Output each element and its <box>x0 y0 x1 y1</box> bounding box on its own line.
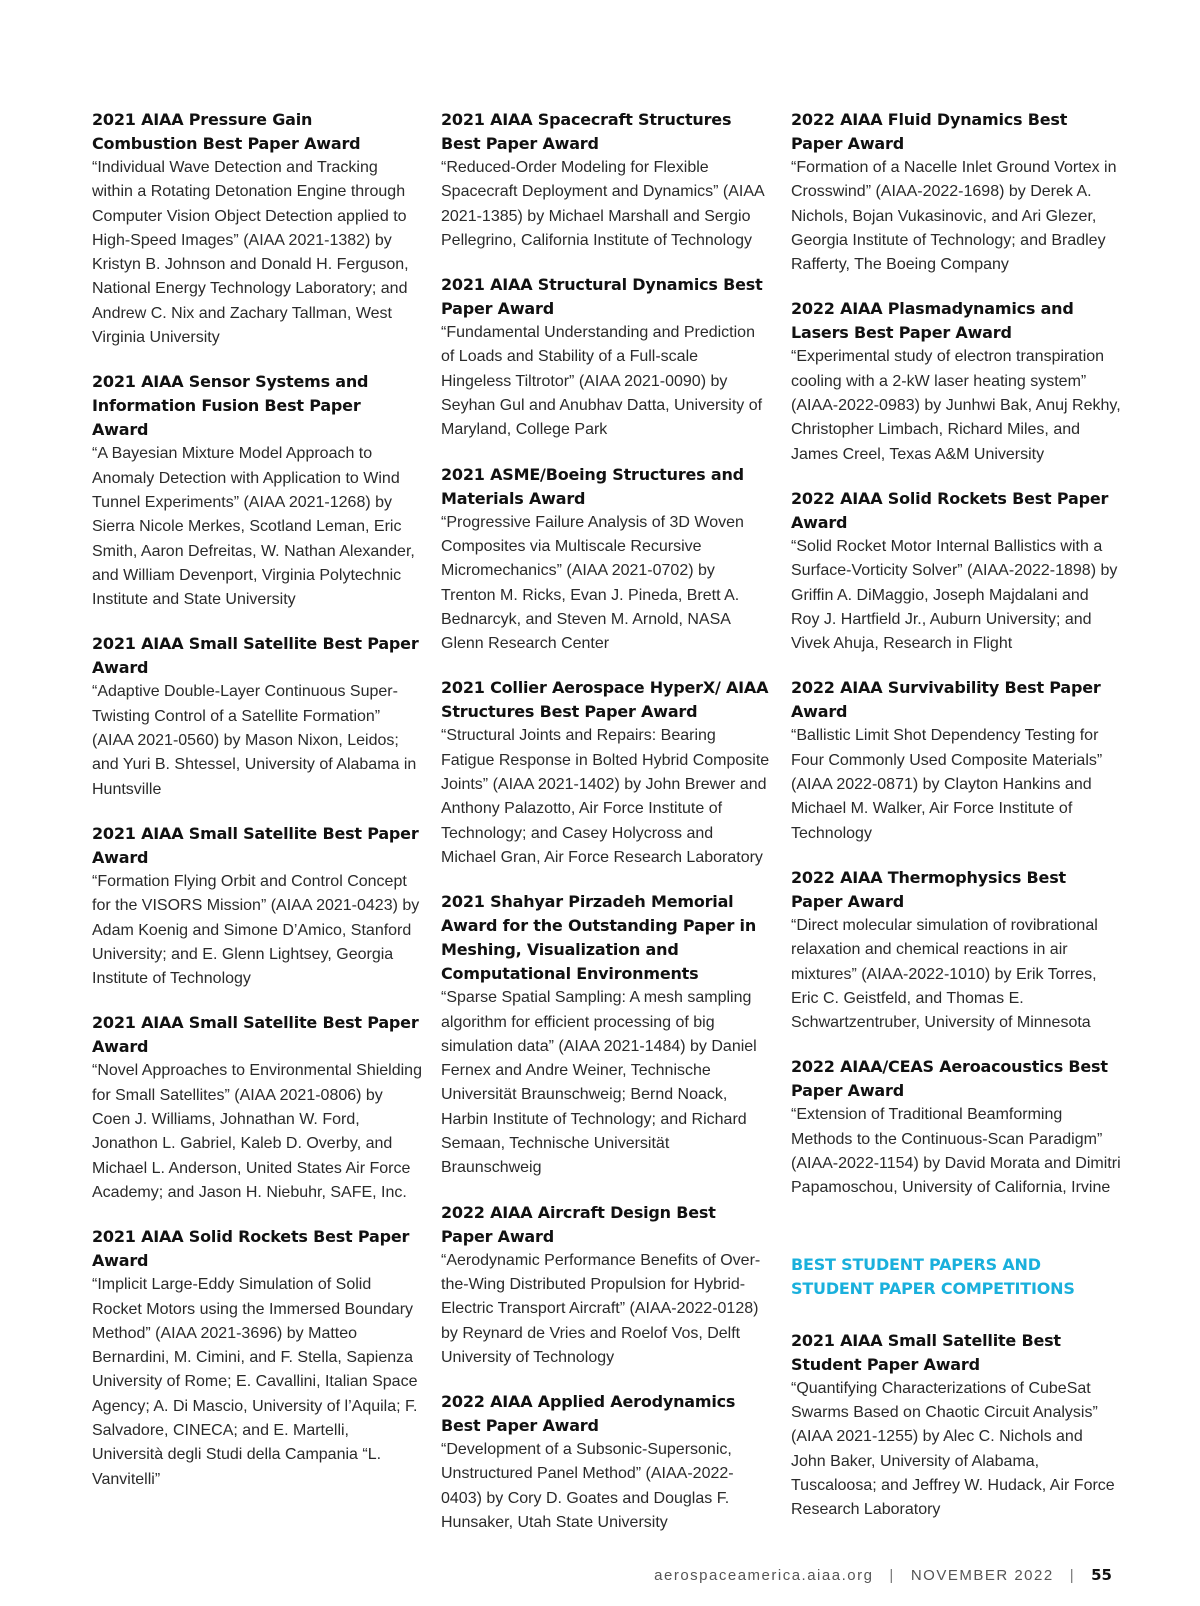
award-entry <box>791 297 1121 466</box>
award-citation: “Individual Wave Detection and Tracking within a Rotating Detonation Engine through Computer Vision Object Detection applied to High-Speed Images” (AIAA 2021-1382) by Kristyn B. Johnson and Donald H. Ferguson, National Energy Technology Laboratory; and Andrew C. Nix and Zachary Tallman, West Virginia University <box>92 159 409 347</box>
award-title: 2022 AIAA Fluid Dynamics Best Paper Award <box>791 110 1068 153</box>
award-title: 2021 Shahyar Pirzadeh Memorial Award for the Outstanding Paper in Meshing, Visualization and Computational Environments <box>441 892 757 984</box>
award-citation: “Experimental study of electron transpiration cooling with a 2-kW laser heating system” (AIAA-2022-0983) by Junhwi Bak, Anuj Rekhy, Christopher Limbach, Richard Miles, and James Creel, Texas A&M University <box>791 348 1121 463</box>
footer-separator: | <box>1069 1567 1076 1584</box>
award-entry <box>441 1201 771 1370</box>
award-citation: “Fundamental Understanding and Prediction of Loads and Stability of a Full-scale Hingeless Tiltrotor” (AIAA 2021-0090) by Seyhan Gul and Anubhav Datta, University of Maryland, College Park <box>441 324 763 439</box>
award-title: 2022 AIAA Solid Rockets Best Paper Award <box>791 488 1109 532</box>
award-citation: “Aerodynamic Performance Benefits of Over-the-Wing Distributed Propulsion for Hybrid-Electric Transport Aircraft” (AIAA-2022-0128) by Reynard de Vries and Roelof Vos, Delft University of Technology <box>441 1251 761 1366</box>
page-footer <box>654 1566 1112 1584</box>
award-title: 2022 AIAA/CEAS Aeroacoustics Best Paper Award <box>791 1057 1108 1101</box>
award-entry <box>791 1055 1121 1200</box>
award-citation: “Extension of Traditional Beamforming Methods to the Continuous-Scan Paradigm” (AIAA-2022-1154) by David Morata and Dimitri Papamoschou, University of California, Irvine <box>791 1106 1121 1197</box>
award-entry <box>441 108 771 253</box>
footer-site: aerospaceamerica.aiaa.org <box>654 1567 874 1584</box>
award-entry <box>441 463 771 657</box>
column-left <box>92 108 422 1512</box>
award-citation: “Development of a Subsonic-Supersonic, Unstructured Panel Method” (AIAA-2022-0403) by Cory D. Goates and Douglas F. Hunsaker, Utah State University <box>441 1441 734 1531</box>
award-entry <box>791 676 1121 845</box>
section-heading: BEST STUDENT PAPERS AND STUDENT PAPER COMPETITIONS <box>791 1254 1075 1298</box>
award-citation: “Quantifying Characterizations of CubeSat Swarms Based on Chaotic Circuit Analysis” (AIAA 2021-1255) by Alec C. Nichols and John Baker, University of Alabama, Tuscaloosa; and Jeffrey W. Hudack, Air Force Research Laboratory <box>791 1379 1115 1519</box>
award-citation: “Formation of a Nacelle Inlet Ground Vortex in Crosswind” (AIAA-2022-1698) by Derek A. Nichols, Bojan Vukasinovic, and Ari Glezer, Georgia Institute of Technology; and Bradley Rafferty, The Boeing Company <box>791 159 1117 274</box>
award-title: 2022 AIAA Survivability Best Paper Award <box>791 678 1101 722</box>
award-citation: “Reduced-Order Modeling for Flexible Spacecraft Deployment and Dynamics” (AIAA 2021-1385) by Michael Marshall and Sergio Pellegrino, California Institute of Technology <box>441 159 764 249</box>
footer-issue: NOVEMBER 2022 <box>910 1567 1054 1584</box>
award-title: 2021 AIAA Small Satellite Best Paper Award <box>92 823 419 867</box>
award-entry <box>441 890 771 1180</box>
award-entry <box>92 632 422 801</box>
award-citation: “Novel Approaches to Environmental Shielding for Small Satellites” (AIAA 2021-0806) by Coen J. Williams, Johnathan W. Ford, Jonathon L. Gabriel, Kaleb D. Overby, and Michael L. Anderson, United States Air Force Academy; and Jason H. Niebuhr, SAFE, Inc. <box>92 1062 422 1201</box>
award-citation: “A Bayesian Mixture Model Approach to Anomaly Detection with Application to Wind Tunnel Experiments” (AIAA 2021-1268) by Sierra Nicole Merkes, Scotland Leman, Eric Smith, Aaron Defreitas, W. Nathan Alexander, and William Devenport, Virginia Polytechnic Institute and State University <box>92 445 415 609</box>
award-title: 2021 AIAA Pressure Gain Combustion Best Paper Award <box>92 110 361 153</box>
award-title: 2021 ASME/Boeing Structures and Materials Award <box>441 464 744 508</box>
award-title: 2021 Collier Aerospace HyperX/ AIAA Structures Best Paper Award <box>441 678 769 722</box>
footer-separator: | <box>889 1567 895 1584</box>
award-title: 2021 AIAA Small Satellite Best Student Paper Award <box>791 1330 1061 1374</box>
award-entry <box>791 108 1121 277</box>
award-title: 2021 AIAA Small Satellite Best Paper Award <box>92 634 419 678</box>
award-entry <box>791 866 1121 1035</box>
award-title: 2021 AIAA Spacecraft Structures Best Paper Award <box>441 110 732 153</box>
award-title: 2021 AIAA Sensor Systems and Information Fusion Best Paper Award <box>92 372 369 440</box>
award-citation: “Progressive Failure Analysis of 3D Woven Composites via Multiscale Recursive Micromechanics” (AIAA 2021-0702) by Trenton M. Ricks, Evan J. Pineda, Brett A. Bednarcyk, and Steven M. Arnold, NASA Glenn Research Center <box>441 513 744 653</box>
award-entry <box>441 273 771 442</box>
award-title: 2022 AIAA Aircraft Design Best Paper Award <box>441 1202 716 1246</box>
award-citation: “Sparse Spatial Sampling: A mesh sampling algorithm for efficient processing of big simulation data” (AIAA 2021-1484) by Daniel Fernex and Andre Weiner, Technische Universität Braunschweig; Bernd Noack, Harbin Institute of Technology; and Richard Semaan, Technische Universität Braunschweig <box>441 989 757 1177</box>
award-entry <box>441 676 771 870</box>
award-entry <box>791 487 1121 656</box>
award-title: 2022 AIAA Thermophysics Best Paper Award <box>791 867 1066 911</box>
award-title: 2021 AIAA Solid Rockets Best Paper Award <box>92 1227 410 1271</box>
award-citation: “Structural Joints and Repairs: Bearing Fatigue Response in Bolted Hybrid Composite Joints” (AIAA 2021-1402) by John Brewer and Anthony Palazotto, Air Force Institute of Technology; and Casey Holycross and Michael Gran, Air Force Research Laboratory <box>441 727 770 866</box>
award-entry <box>92 108 422 350</box>
award-entry <box>92 1011 422 1205</box>
award-citation: “Ballistic Limit Shot Dependency Testing for Four Commonly Used Composite Materials” (AIAA 2022-0871) by Clayton Hankins and Michael M. Walker, Air Force Institute of Technology <box>791 727 1103 842</box>
award-title: 2021 AIAA Structural Dynamics Best Paper Award <box>441 275 763 319</box>
award-citation: “Formation Flying Orbit and Control Concept for the VISORS Mission” (AIAA 2021-0423) by Adam Koenig and Simone D’Amico, Stanford University; and E. Glenn Lightsey, Georgia Institute of Technology <box>92 872 420 988</box>
award-entry <box>92 1225 422 1492</box>
award-entry <box>92 370 422 612</box>
award-entry <box>791 1329 1121 1523</box>
award-citation: “Direct molecular simulation of rovibrational relaxation and chemical reactions in air mixtures” (AIAA-2022-1010) by Erik Torres, Eric C. Geistfeld, and Thomas E. Schwartzentruber, University of Minnesota <box>791 916 1098 1032</box>
award-entry <box>92 822 422 991</box>
award-citation: “Implicit Large-Eddy Simulation of Solid Rocket Motors using the Immersed Boundary Method” (AIAA 2021-3696) by Matteo Bernardini, M. Cimini, and F. Stella, Sapienza University of Rome; E. Cavallini, Italian Space Agency; A. Di Mascio, University of l’Aquila; F. Salvadore, CINECA; and E. Martelli, Università degli Studi della Campania “L. Vanvitelli” <box>92 1276 418 1488</box>
column-right <box>791 108 1121 1542</box>
award-citation: “Solid Rocket Motor Internal Ballistics with a Surface-Vorticity Solver” (AIAA-2022-1898) by Griffin A. DiMaggio, Joseph Majdalani and Roy J. Hartfield Jr., Auburn University; and Vivek Ahuja, Research in Flight <box>791 537 1118 653</box>
award-title: 2022 AIAA Plasmadynamics and Lasers Best Paper Award <box>791 299 1074 343</box>
award-title: 2021 AIAA Small Satellite Best Paper Award <box>92 1013 419 1057</box>
award-title: 2022 AIAA Applied Aerodynamics Best Paper Award <box>441 1392 736 1436</box>
award-citation: “Adaptive Double-Layer Continuous Super-Twisting Control of a Satellite Formation” (AIAA 2021-0560) by Mason Nixon, Leidos; and Yuri B. Shtessel, University of Alabama in Huntsville <box>92 683 417 798</box>
column-middle <box>441 108 771 1555</box>
award-entry <box>441 1390 771 1535</box>
page-number: 55 <box>1091 1566 1112 1584</box>
